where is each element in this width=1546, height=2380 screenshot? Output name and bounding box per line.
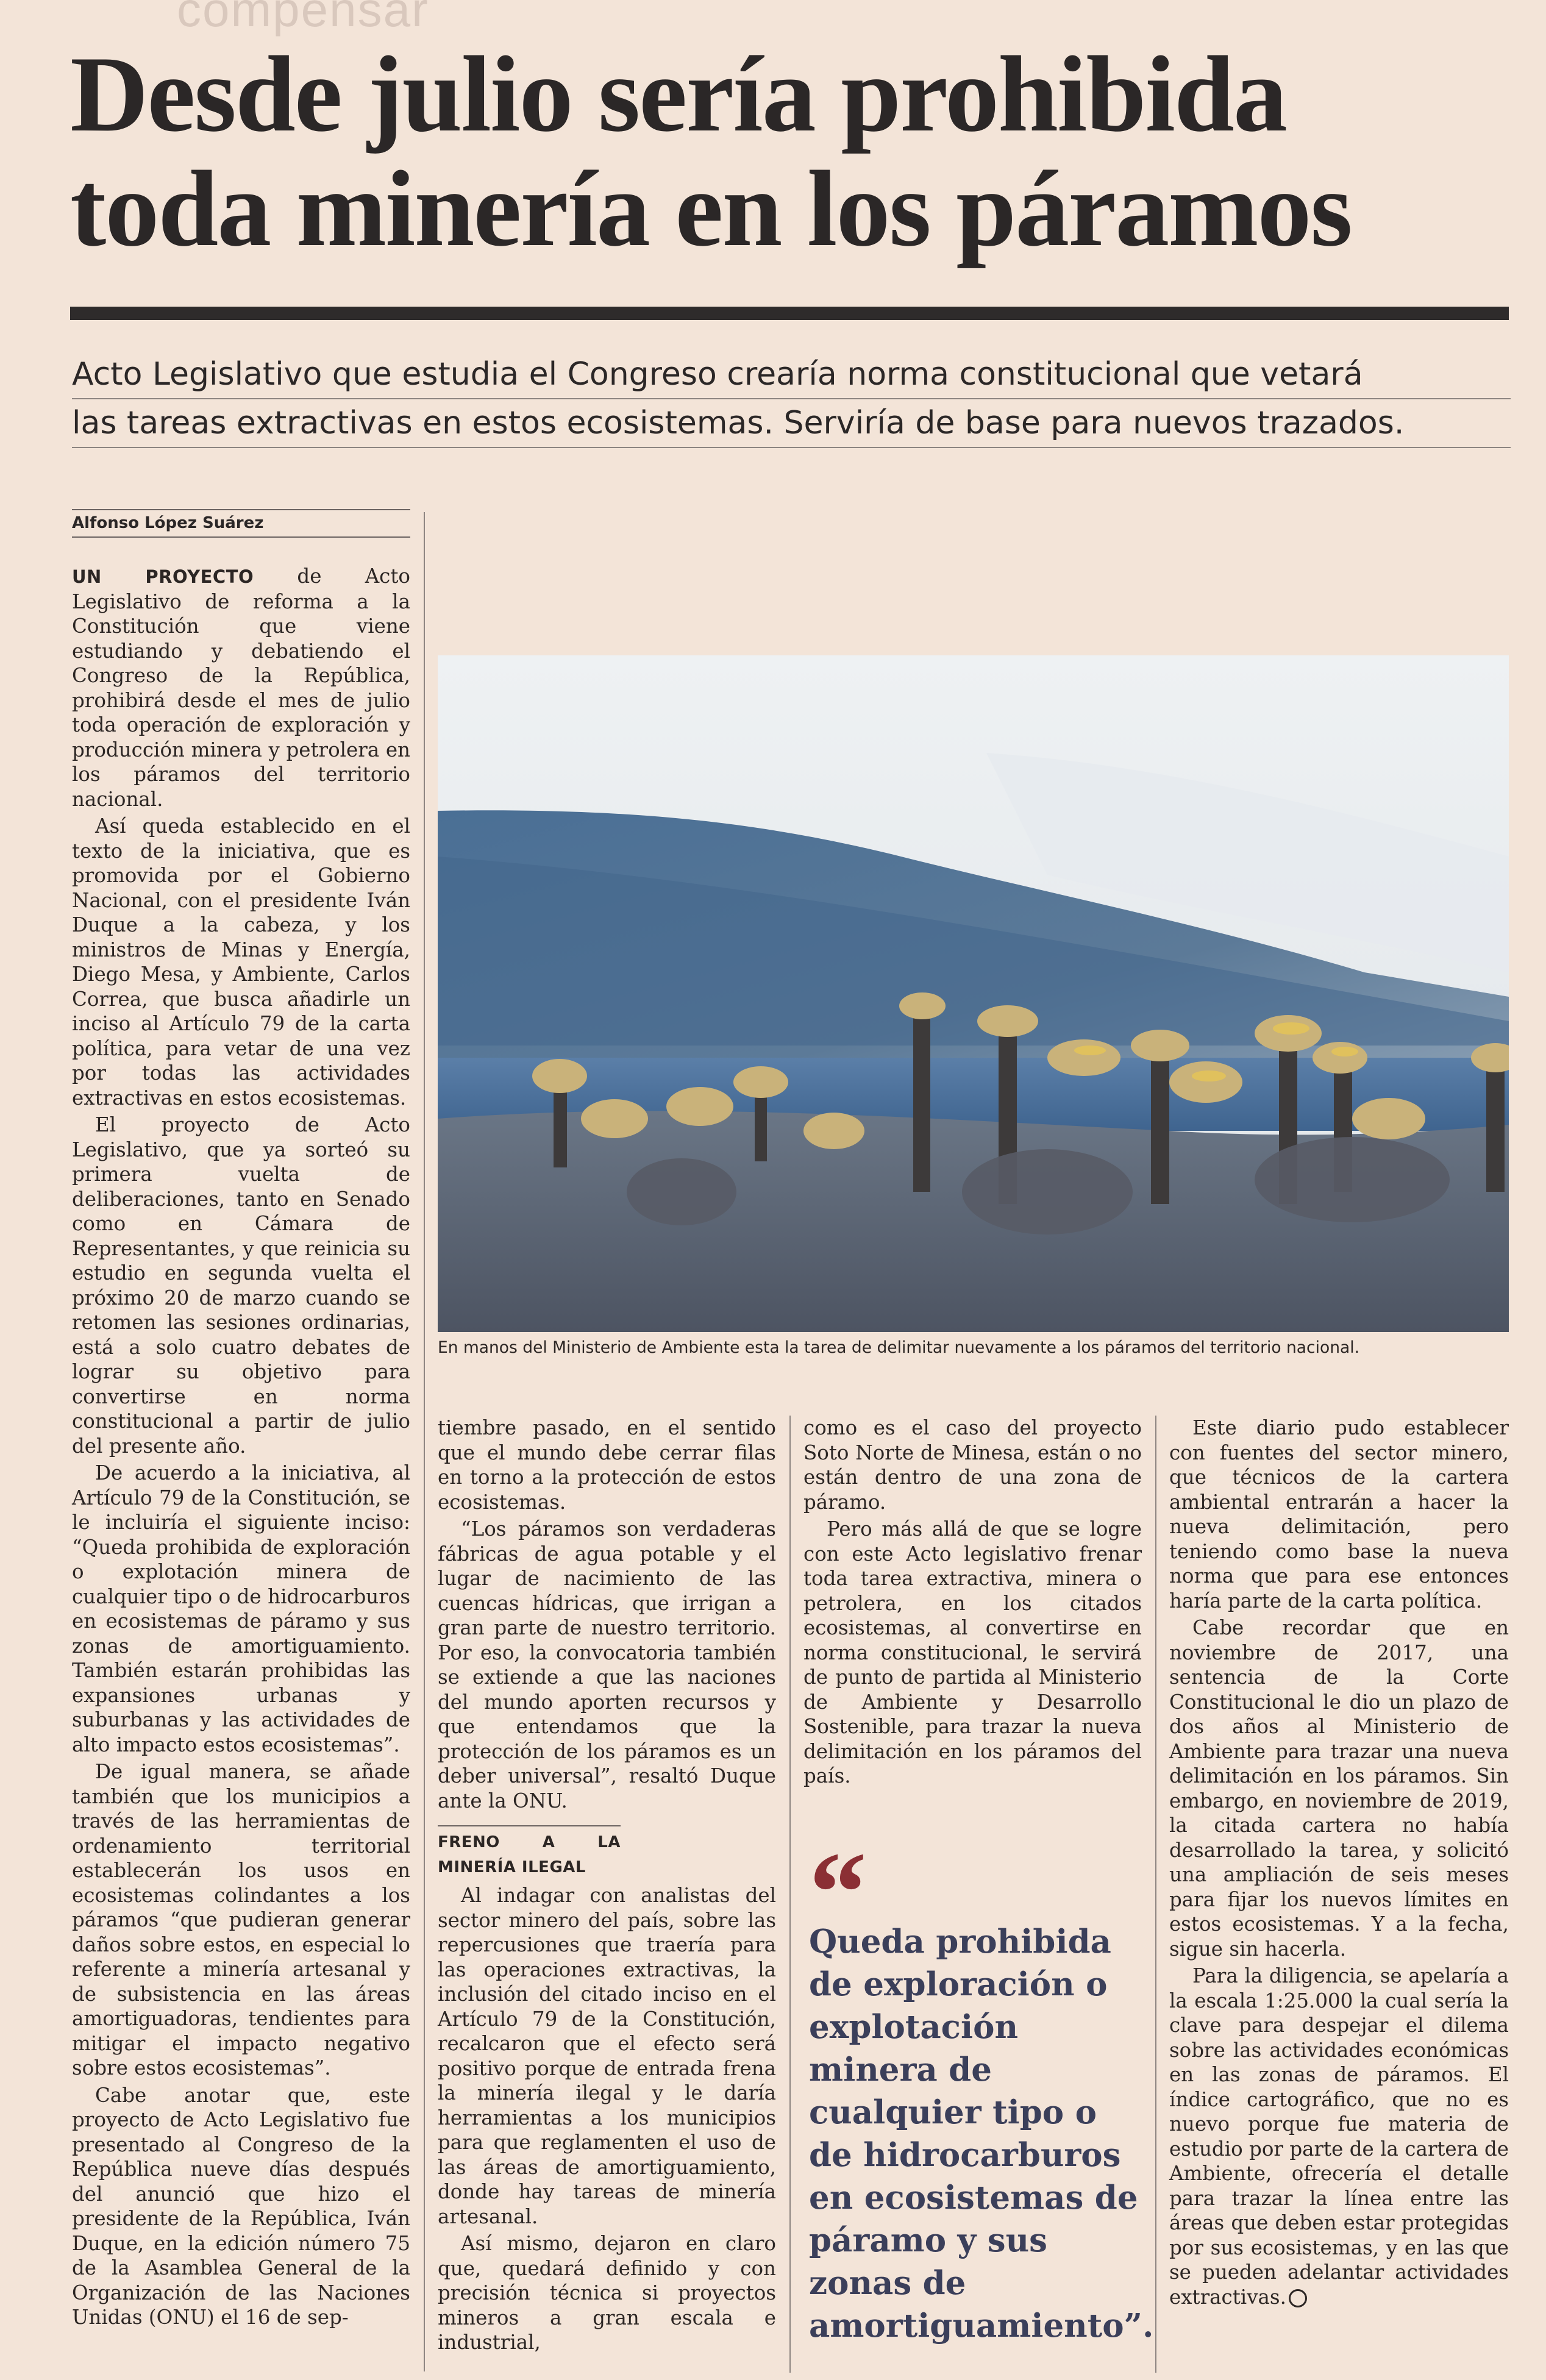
paragraph: De igual manera, se añade también que los municipios a través de las herramientas de ordenamiento territorial establecerán los usos en ecosistemas colindantes a los páramos “que pudieran generar daños sobre estos, en especial lo referente a minería artesanal y de subsistencia en las áreas amortiguadoras, tendientes para mitigar el impacto negativo sobre estos ecosistemas”. bbox=[72, 1760, 410, 2079]
paramo-landscape-image bbox=[438, 655, 1509, 1332]
paragraph: Así mismo, dejaron en claro que, quedará definido y con precisión técnica si proyectos mineros a gran escala e industrial, bbox=[438, 2232, 776, 2354]
paragraph: Pero más allá de que se logre con este Acto legislativo frenar toda tarea extractiva, minera o petrolera, en los citados ecosistemas, al convertirse en norma constitucional, le servirá de punto de partida al Ministerio de Ambiente y Desarrollo Sostenible, para trazar la nueva delimitación en los páramos del país. bbox=[803, 1517, 1142, 1787]
paragraph: Cabe anotar que, este proyecto de Acto Legislativo fue presentado al Congreso de la República nueve días después del anunció que hizo el presidente de la República, Iván Duque, en la edición número 75 de la Asamblea General de la Organización de las Naciones Unidas (ONU) el 16 de sep- bbox=[72, 2083, 410, 2329]
paragraph: Cabe recordar que en noviembre de 2017, una sentencia de la Corte Constitucional le dio un plazo de dos años al Ministerio de Ambiente para trazar una nueva delimitación en los páramos. Sin embargo, en noviembre de 2019, la citada cartera no había desarrollado la tarea, y solicitó una ampliación de seis meses para fijar los nuevos límites en estos ecosistemas. Y a la fecha, sigue sin hacerla. bbox=[1169, 1616, 1509, 1961]
column-divider bbox=[1155, 1416, 1156, 2373]
end-of-article-icon bbox=[1289, 2289, 1307, 2307]
quote-mark-icon: “ bbox=[809, 1829, 867, 1957]
paragraph: UN PROYECTO de Acto Legislativo de reforma a la Constitución que viene estudiando y debatiendo el Congreso de la República, prohibirá desde el mes de julio toda operación de exploración y producción minera y petrolera en los páramos del territorio nacional. bbox=[72, 565, 411, 811]
byline-rule-bottom bbox=[72, 536, 410, 538]
paragraph: como es el caso del proyecto Soto Norte de Minesa, están o no están dentro de una zona de páramo. bbox=[803, 1416, 1142, 1514]
headline-line-2: toda minería en los páramos bbox=[70, 148, 1352, 269]
column-divider bbox=[789, 1416, 791, 2373]
paragraph: Para la diligencia, se apelaría a la escala 1:25.000 la cual sería la clave para despejar el dilema sobre las actividades económicas en las zonas de páramos. El índice cartográfico, que no es nuevo porque fue materia de estudio por parte de la cartera de Ambiente, ofrecería el detalle para trazar la línea entre las áreas que deben estar protegidas por sus ecosistemas, y en las que se pueden adelantar actividades extractivas. bbox=[1169, 1964, 1509, 2309]
paragraph: tiembre pasado, en el sentido que el mundo debe cerrar filas en torno a la protección de estos ecosistemas. bbox=[438, 1416, 776, 1514]
photo-caption: En manos del Ministerio de Ambiente esta la tarea de delimitar nuevamente a los páramos del territorio nacional. bbox=[438, 1338, 1360, 1357]
subheadline-line-2: las tareas extractivas en estos ecosistemas. Serviría de base para nuevos trazados. bbox=[72, 399, 1511, 448]
section-subhead: FRENO A LA MINERÍA ILEGAL bbox=[438, 1825, 621, 1879]
headline bbox=[70, 34, 1521, 269]
paragraph: Así queda establecido en el texto de la iniciativa, que es promovida por el Gobierno Nacional, con el presidente Iván Duque a la cabeza, y los ministros de Minas y Energía, Diego Mesa, y Ambiente, Carlos Correa, que busca añadirle un inciso al Artículo 79 de la carta política, para vetar de una vez por todas las actividades extractivas en estos ecosistemas. bbox=[72, 814, 410, 1110]
headline-line-1: Desde julio sería prohibida bbox=[70, 34, 1286, 154]
headline-rule bbox=[70, 307, 1509, 320]
paragraph: Este diario pudo establecer con fuentes del sector minero, que técnicos de la cartera ambiental entrarán a hacer la nueva delimitación, pero teniendo como base la nueva norma que para ese entonces haría parte de la carta política. bbox=[1169, 1416, 1509, 1612]
article-column-3 bbox=[803, 1416, 1142, 1791]
subheadline-line-1: Acto Legislativo que estudia el Congreso crearía norma constitucional que vetará bbox=[72, 351, 1511, 399]
paragraph: De acuerdo a la iniciativa, al Artículo 79 de la Constitución, se le incluiría el siguiente inciso: “Queda prohibida de exploración o explotación minera de cualquier tipo o de hidrocarburos en ecosistemas de páramo y sus zonas de amortiguamiento. También estarán prohibidas las expansiones urbanas y suburbanas y las actividades de alto impacto estos ecosistemas”. bbox=[72, 1461, 410, 1756]
paramo-photo bbox=[438, 655, 1509, 1332]
article-column-1 bbox=[72, 564, 410, 2332]
subheadline bbox=[72, 351, 1511, 448]
pull-quote: Queda prohibida de exploración o explotación minera de cualquier tipo o de hidrocarburos en ecosistemas de páramo y sus zonas de amortiguamiento”. bbox=[809, 1923, 1154, 2345]
article-column-4 bbox=[1169, 1416, 1509, 2312]
lead-in: UN PROYECTO bbox=[72, 566, 254, 587]
article-column-2 bbox=[438, 1416, 776, 2357]
paragraph: Al indagar con analistas del sector minero del país, sobre las repercusiones que traería para las operaciones extractivas, la inclusión del citado inciso en el Artículo 79 de la Constitución, recalcaron que el efecto será positivo porque de entrada frena la minería ilegal y le daría herramientas a los municipios para que reglamenten el uso de las áreas de amortiguamiento, donde hay tareas de minería artesanal. bbox=[438, 1884, 776, 2228]
byline-rule-top bbox=[72, 509, 410, 510]
byline: Alfonso López Suárez bbox=[72, 514, 264, 532]
paragraph: El proyecto de Acto Legislativo, que ya sorteó su primera vuelta de deliberaciones, tanto en Senado como en Cámara de Representantes, y que reinicia su estudio en segunda vuelta el próximo 20 de marzo cuando se retomen las sesiones ordinarias, está a solo cuatro debates de lograr su objetivo para convertirse en norma constitucional a partir de julio del presente año. bbox=[72, 1113, 410, 1458]
masthead-ghost: compensar bbox=[177, 0, 429, 37]
column-divider bbox=[424, 512, 425, 2371]
paragraph: “Los páramos son verdaderas fábricas de agua potable y el lugar de nacimiento de las cuencas hídricas, que irrigan a gran parte de nuestro territorio. Por eso, la convocatoria también se extiende a que las naciones del mundo aporten recursos y que entendamos que la protección de los páramos es un deber universal”, resaltó Duque ante la ONU. bbox=[438, 1517, 776, 1812]
